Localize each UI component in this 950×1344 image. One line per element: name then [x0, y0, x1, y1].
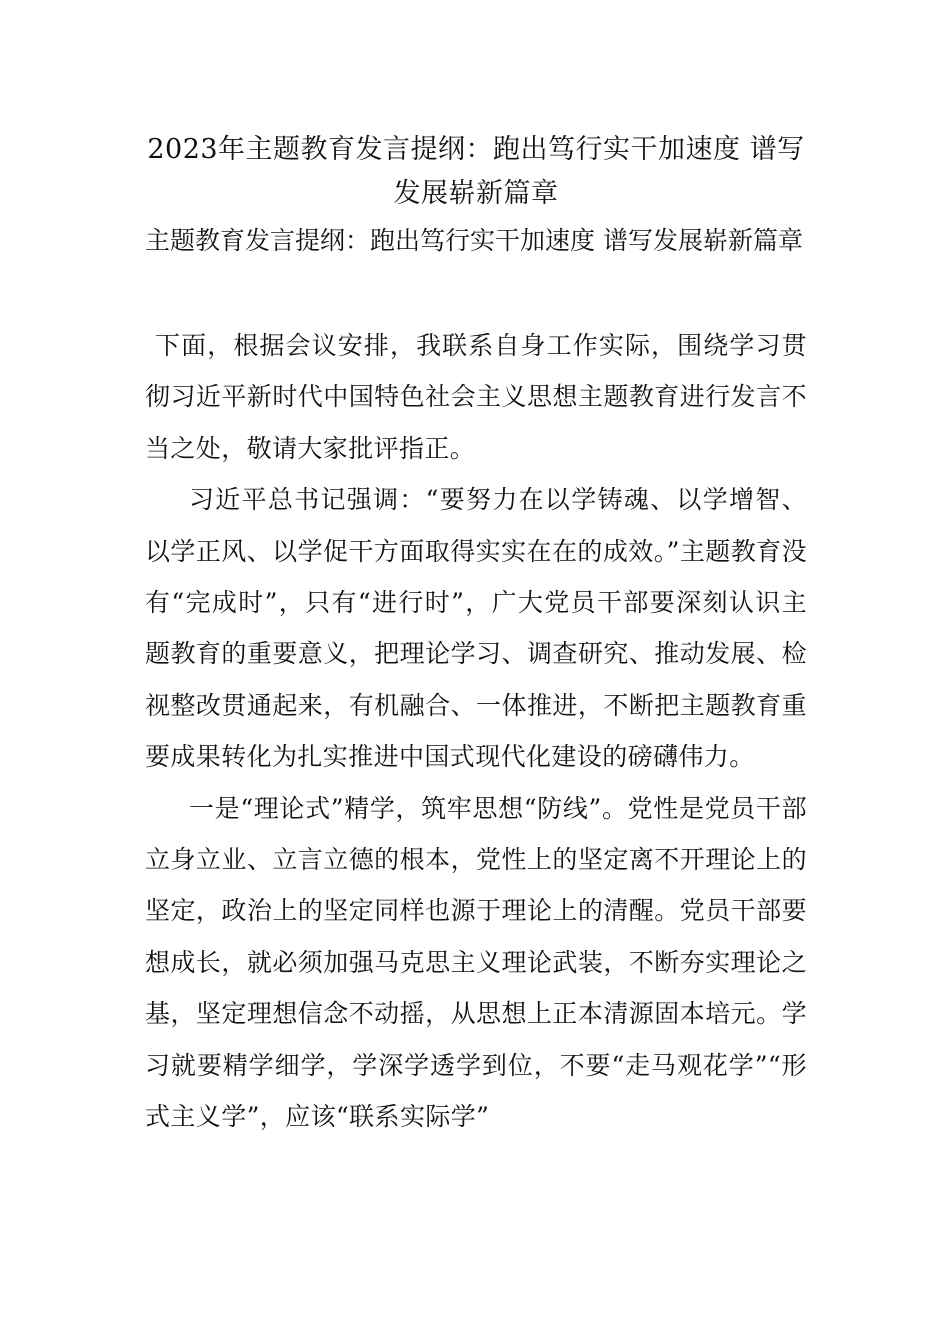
paragraph-intro: 下面，根据会议安排，我联系自身工作实际，围绕学习贯彻习近平新时代中国特色社会主义思想主题教育进行发言不当之处，敬请大家批评指正。 — [145, 331, 807, 463]
document-subtitle: 主题教育发言提纲：跑出笃行实干加速度 谱写发展崭新篇章 — [145, 226, 803, 255]
document-title: 2023年主题教育发言提纲：跑出笃行实干加速度 谱写发展崭新篇章 — [147, 134, 805, 209]
paragraph-quote: 习近平总书记强调：“要努力在以学铸魂、以学增智、以学正风、以学促干方面取得实实在在的成效。”主题教育没有“完成时”，只有“进行时”，广大党员干部要深刻认识主题教育的重要意义，把理论学习、调查研究、推动发展、检视整改贯通起来，有机融合、一体推进，不断把主题教育重要成果转化为扎实推进中国式现代化建设的磅礴伟力。 — [145, 485, 807, 772]
document-page — [145, 128, 807, 1143]
paragraph-point-one: 一是“理论式”精学，筑牢思想“防线”。党性是党员干部立身立业、立言立德的根本，党性上的坚定离不开理论上的坚定，政治上的坚定同样也源于理论上的清醒。党员干部要想成长，就必须加强马克思主义理论武装，不断夯实理论之基，坚定理想信念不动摇，从思想上正本清源固本培元。学习就要精学细学，学深学透学到位，不要“走马观花学”“形式主义学”，应该“联系实际学” — [145, 793, 807, 1132]
spacer — [145, 264, 807, 320]
